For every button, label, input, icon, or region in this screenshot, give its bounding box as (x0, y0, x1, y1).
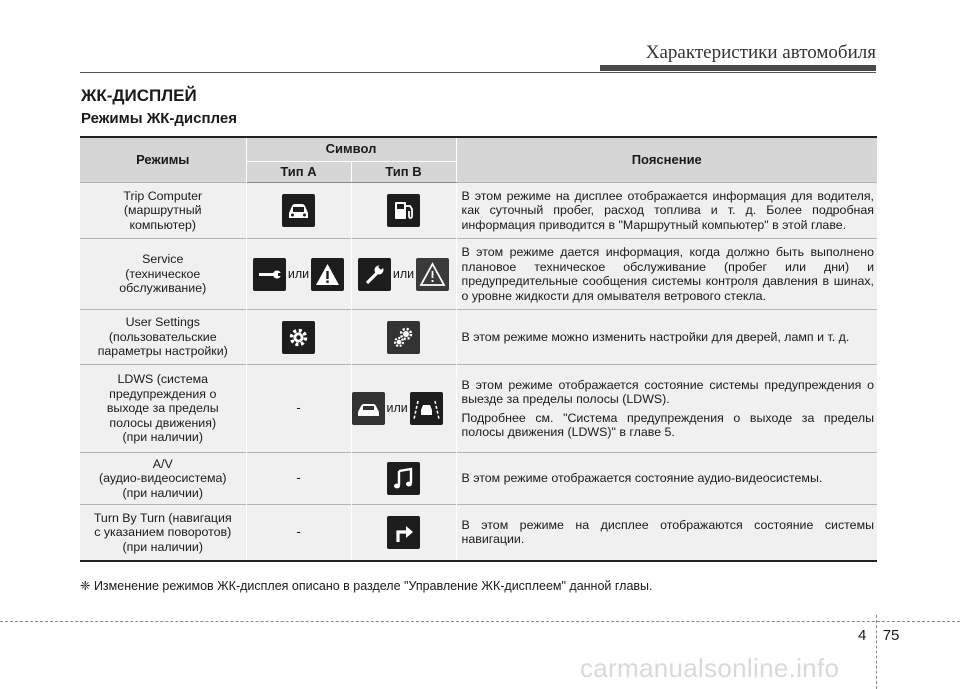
explanation-cell: В этом режиме на дисплее отображаются состояние системы навигации. (456, 505, 877, 561)
mode-label: выходе за пределы (106, 401, 219, 416)
table-header-row (80, 137, 877, 162)
mode-label: (при наличии) (122, 430, 203, 445)
no-symbol-dash: - (296, 400, 301, 416)
symbol-type-a (246, 505, 351, 561)
symbol-type-b (351, 310, 456, 365)
mode-label: A/V (152, 456, 173, 471)
chapter-title: Характеристики автомобиля (645, 42, 876, 63)
mode-label: User Settings (125, 315, 200, 330)
explanation-cell: В этом режиме можно изменить настройки для дверей, ламп и т. д. (456, 310, 877, 365)
turn-arrow-icon (387, 516, 420, 549)
symbol-type-b (351, 239, 456, 310)
wrench-icon (358, 258, 391, 291)
no-symbol-dash: - (296, 524, 301, 539)
mode-label: (при наличии) (122, 539, 203, 554)
mode-label: предупреждения о (109, 386, 217, 401)
col-type-b-header: Тип B (351, 162, 456, 183)
table-row (80, 365, 877, 453)
symbol-type-a (246, 239, 351, 310)
symbol-type-a (246, 453, 351, 505)
symbol-type-b (351, 505, 456, 561)
mode-label: (пользовательские (108, 329, 217, 344)
chapter-number: 4 (858, 627, 867, 644)
lane-departure-icon (410, 392, 443, 425)
mode-label: (техническое (125, 266, 201, 281)
mode-label: параметры настройки) (97, 344, 228, 359)
mode-label: (при наличии) (122, 485, 203, 500)
col-explanation-header: Пояснение (456, 137, 877, 183)
col-type-a-header: Тип A (246, 162, 351, 183)
mode-label: Turn By Turn (навигация (93, 510, 232, 525)
mode-label: (маршрутный (123, 203, 202, 218)
watermark: carmanualsonline.info (580, 653, 840, 683)
explanation-text: Подробнее см. "Система предупреждения о выходе за пределы полосы движения (LDWS)" в главе 5. (461, 410, 874, 439)
warning-triangle-icon (416, 258, 449, 291)
col-mode-header: Режимы (80, 137, 246, 183)
mode-cell (80, 239, 246, 310)
mode-label: Service (142, 252, 184, 267)
explanation-cell: В этом режиме на дисплее отображается информация для водителя, как суточный пробег, расход топлива и т. д. Более подробная информация приводится в "Маршрутный компьютер" в этой главе. (456, 183, 877, 239)
page-number-value: 75 (882, 627, 900, 644)
header-bar (600, 65, 876, 71)
symbol-type-a (246, 183, 351, 239)
mode-label: компьютер) (129, 217, 197, 232)
symbol-type-b (351, 453, 456, 505)
explanation-cell: В этом режиме отображается состояние аудио-видеосистемы. (456, 453, 877, 505)
mode-label: обслуживание) (119, 281, 207, 296)
fuel-pump-icon (387, 194, 420, 227)
mode-cell (80, 365, 246, 453)
mode-label: полосы движения) (109, 415, 217, 430)
table-row (80, 310, 877, 365)
wrench-icon (253, 258, 286, 291)
mode-cell (80, 505, 246, 561)
mode-label: Trip Computer (123, 188, 203, 203)
table-row (80, 453, 877, 505)
gear-icon (282, 321, 315, 354)
page-number (858, 627, 899, 644)
section-title: ЖК-ДИСПЛЕЙ (81, 86, 197, 105)
no-symbol-dash: - (296, 470, 301, 486)
page-footer-rule (0, 621, 960, 622)
or-label: или (392, 266, 415, 281)
explanation-cell (456, 365, 877, 453)
symbol-type-b (351, 183, 456, 239)
gears-icon (387, 321, 420, 354)
symbol-type-a (246, 310, 351, 365)
col-symbol-header: Символ (246, 137, 456, 162)
or-label: или (386, 401, 408, 416)
or-label: или (287, 266, 310, 281)
car-icon (282, 194, 315, 227)
explanation-cell: В этом режиме дается информация, когда должно быть выполнено плановое техническое обслуживание (пробег или дни) и предупредительные сообщения системы контроля давления в шинах, о уровне жидкости для омывателя ветрового стекла. (456, 239, 877, 310)
mode-cell (80, 310, 246, 365)
table-row (80, 505, 877, 561)
subsection-title: Режимы ЖК-дисплея (81, 110, 237, 127)
modes-table (80, 136, 877, 562)
header-rule (80, 72, 876, 73)
table-row (80, 183, 877, 239)
mode-label: с указанием поворотов) (94, 525, 232, 539)
mode-cell (80, 453, 246, 505)
music-note-icon (387, 462, 420, 495)
footnote: ❈ Изменение режимов ЖК-дисплея описано в разделе "Управление ЖК-дисплеем" данной главы. (80, 579, 653, 593)
mode-label: (аудио-видеосистема) (98, 471, 227, 486)
explanation-text: В этом режиме отображается состояние системы предупреждения о выезде за пределы полосы (LDWS). (461, 377, 874, 406)
symbol-type-a (246, 365, 351, 453)
mode-label: LDWS (система (117, 372, 209, 387)
lane-car-icon (352, 392, 385, 425)
table-row (80, 239, 877, 310)
warning-triangle-icon (311, 258, 344, 291)
symbol-type-b (351, 365, 456, 453)
mode-cell (80, 183, 246, 239)
